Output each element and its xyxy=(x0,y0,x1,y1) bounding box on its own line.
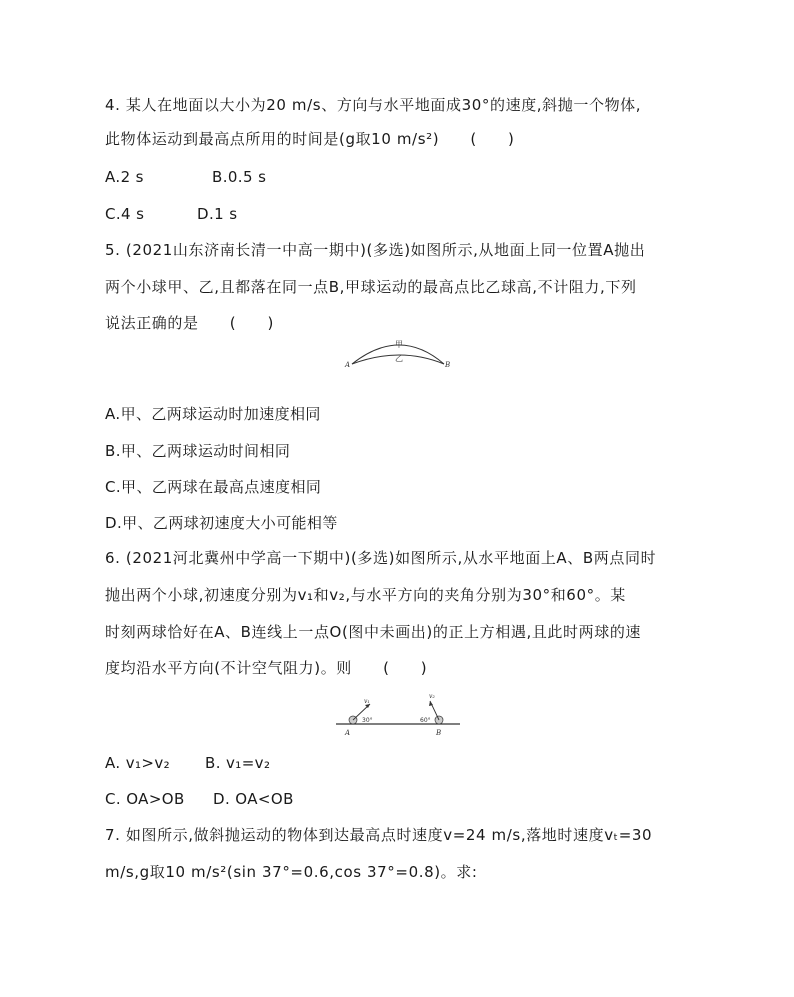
q6-option-d: D. OA<OB xyxy=(213,790,294,808)
q6-stem-line2: 抛出两个小球,初速度分别为v₁和v₂,与水平方向的夹角分别为30°和60°。某 xyxy=(105,586,626,604)
q5-option-d: D.甲、乙两球初速度大小可能相等 xyxy=(105,514,338,532)
label-v2: v₂ xyxy=(429,693,435,700)
q5-stem-line2: 两个小球甲、乙,且都落在同一点B,甲球运动的最高点比乙球高,不计阻力,下列 xyxy=(105,278,637,296)
label-angle-30: 30° xyxy=(362,717,373,724)
q6-option-b: B. v₁=v₂ xyxy=(205,754,271,772)
q4-stem-line2: 此物体运动到最高点所用的时间是(g取10 m/s²) ( ) xyxy=(105,130,515,148)
q6-option-c: C. OA>OB xyxy=(105,790,185,808)
q4-option-a: A.2 s xyxy=(105,168,144,186)
label-yi: 乙 xyxy=(395,354,403,363)
q6-stem-line1: 6. (2021河北冀州中学高一下期中)(多选)如图所示,从水平地面上A、B两点同时 xyxy=(105,549,657,567)
q5-stem-line1: 5. (2021山东济南长清一中高一期中)(多选)如图所示,从地面上同一位置A抛出 xyxy=(105,241,646,259)
q5-option-b: B.甲、乙两球运动时间相同 xyxy=(105,442,291,460)
q6-stem-line4: 度均沿水平方向(不计空气阻力)。则 ( ) xyxy=(105,659,428,677)
label-point-a: A xyxy=(345,729,351,737)
q7-stem-line1: 7. 如图所示,做斜抛运动的物体到达最高点时速度v=24 m/s,落地时速度vₜ=30 xyxy=(105,826,653,844)
q4-option-c: C.4 s xyxy=(105,205,145,223)
q6-stem-line3: 时刻两球恰好在A、B连线上一点O(图中未画出)的正上方相遇,且此时两球的速 xyxy=(105,623,642,641)
q7-stem-line2: m/s,g取10 m/s²(sin 37°=0.6,cos 37°=0.8)。求: xyxy=(105,863,478,881)
label-point-b: B xyxy=(436,729,442,737)
q6-launch-figure xyxy=(336,688,460,740)
q4-option-b: B.0.5 s xyxy=(212,168,267,186)
label-point-a: A xyxy=(345,361,351,369)
label-jia: 甲 xyxy=(395,340,403,349)
q6-option-a: A. v₁>v₂ xyxy=(105,754,171,772)
label-v1: v₁ xyxy=(364,698,370,705)
q5-trajectory-figure xyxy=(340,338,460,370)
q5-option-a: A.甲、乙两球运动时加速度相同 xyxy=(105,405,321,423)
q4-option-d: D.1 s xyxy=(197,205,238,223)
q5-stem-line3: 说法正确的是 ( ) xyxy=(105,314,274,332)
label-angle-60: 60° xyxy=(420,717,431,724)
label-point-b: B xyxy=(445,361,451,369)
q5-option-c: C.甲、乙两球在最高点速度相同 xyxy=(105,478,322,496)
q4-stem-line1: 4. 某人在地面以大小为20 m/s、方向与水平地面成30°的速度,斜抛一个物体, xyxy=(105,96,642,114)
